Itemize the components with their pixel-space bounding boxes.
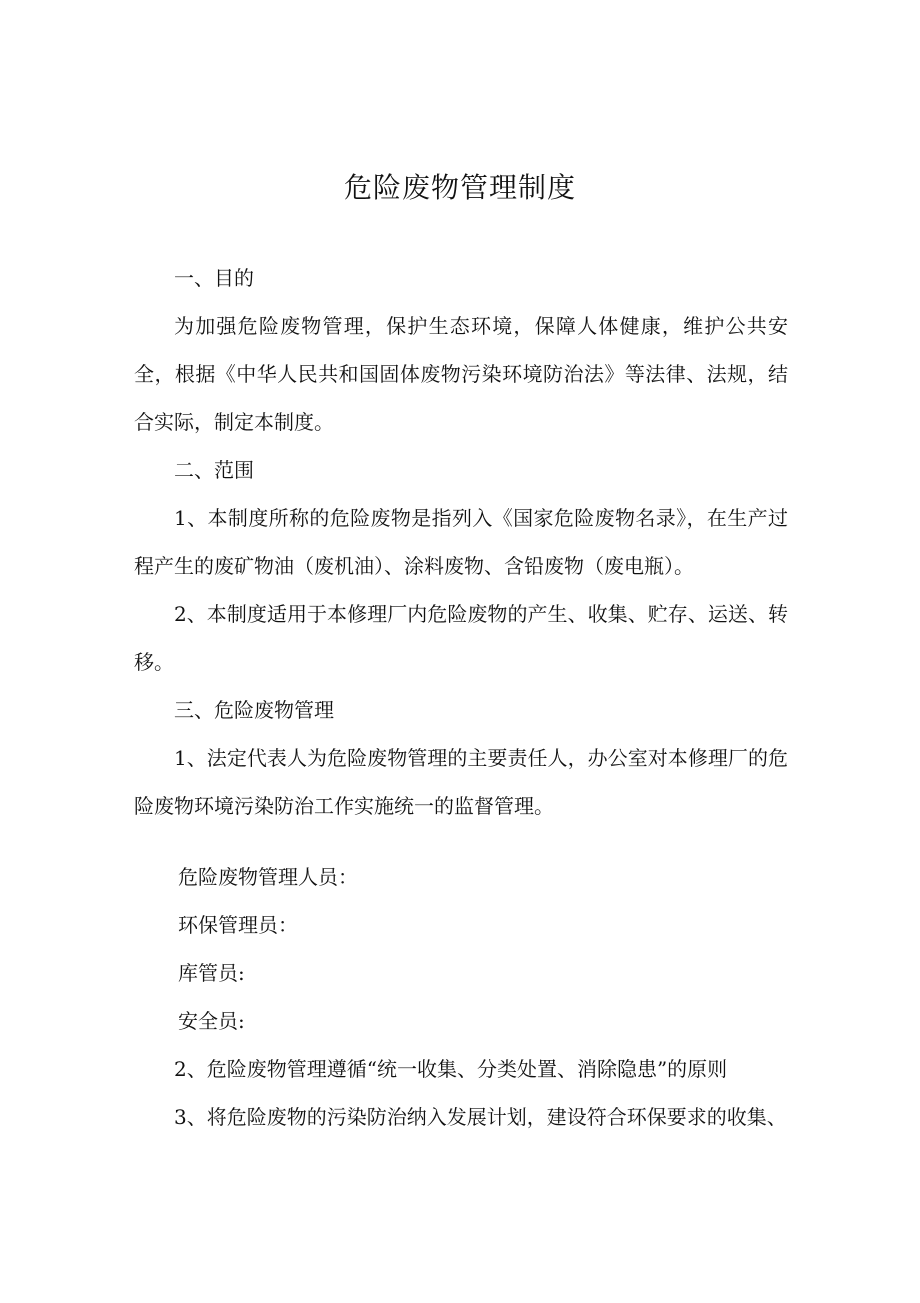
personnel-label: 危险废物管理人员： [178, 865, 358, 889]
management-item-1: 1、法定代表人为危险废物管理的主要责任人，办公室对本修理厂的危险废物环境污染防治工作实施统一的监督管理。 [134, 746, 788, 818]
scope-item-1: 1、本制度所称的危险废物是指列入《国家危险废物名录》，在生产过程产生的废矿物油（废机油）、涂料废物、含铅废物（废电瓶）。 [134, 506, 788, 578]
scope-item-2: 2、本制度适用于本修理厂内危险废物的产生、收集、贮存、运送、转移。 [134, 602, 788, 674]
scope-heading: 二、范围 [174, 458, 254, 482]
management-item-2: 2、危险废物管理遵循“统一收集、分类处置、消除隐患”的原则 [174, 1057, 728, 1081]
purpose-heading: 一、目的 [174, 266, 254, 290]
management-heading: 三、危险废物管理 [174, 698, 334, 722]
document-body [134, 254, 788, 1141]
purpose-paragraph: 为加强危险废物管理，保护生态环境，保障人体健康，维护公共安全，根据《中华人民共和国固体废物污染环境防治法》等法律、法规，结合实际，制定本制度。 [134, 314, 788, 434]
document-title: 危险废物管理制度 [343, 171, 576, 204]
warehouse-keeper-label: 库管员: [178, 961, 245, 985]
management-item-3: 3、将危险废物的污染防治纳入发展计划，建设符合环保要求的收集、 [174, 1105, 787, 1129]
environment-manager-label: 环保管理员： [178, 913, 298, 937]
safety-officer-label: 安全员: [178, 1009, 245, 1033]
section-gap [134, 830, 788, 853]
